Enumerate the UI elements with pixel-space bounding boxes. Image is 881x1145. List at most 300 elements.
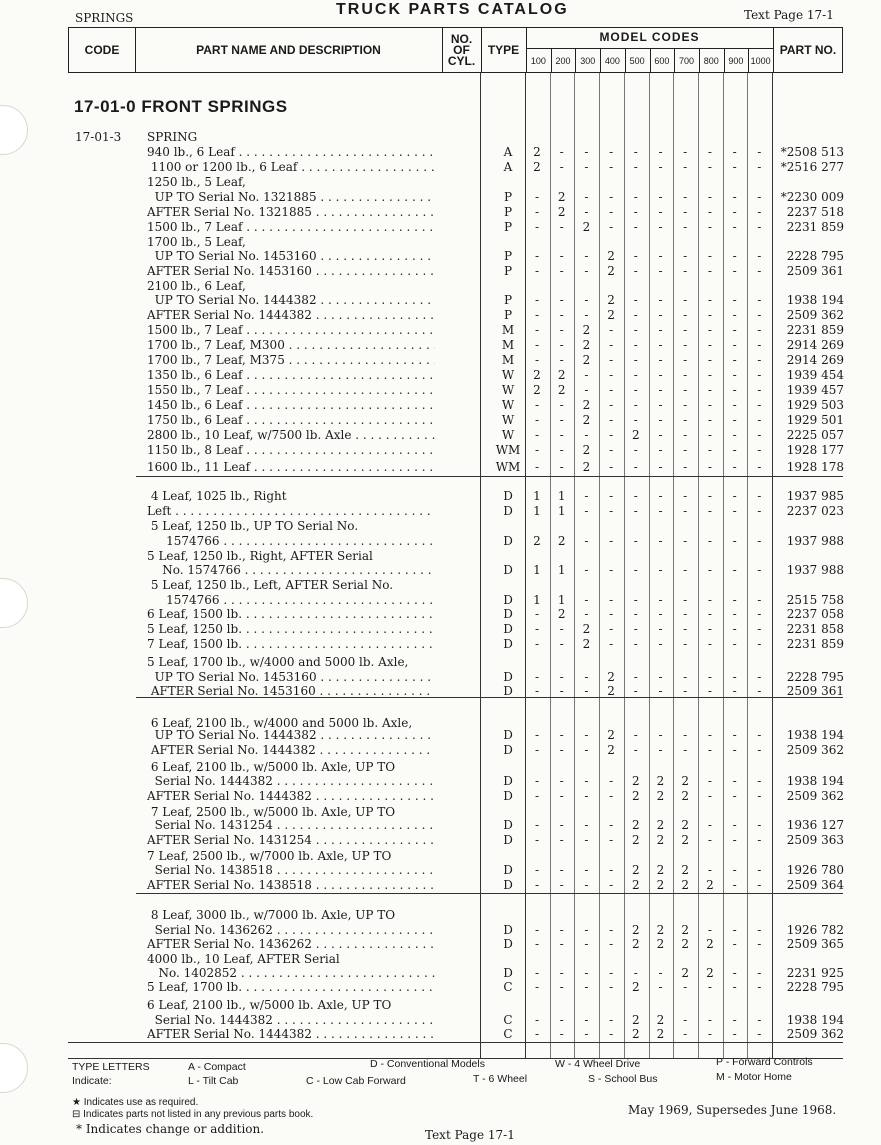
model-quantity: - [732,249,737,263]
model-quantity: - [732,818,737,832]
model-quantity: - [683,383,688,397]
model-quantity: - [707,308,712,322]
model-quantity: - [683,489,688,503]
part-description: 5 Leaf, 1250 lb., UP TO Serial No. [147,519,359,533]
model-quantity: - [584,980,589,994]
model-quantity: - [559,833,564,847]
type-letter: W [501,398,515,412]
model-quantity: - [633,607,638,621]
model-quantity: - [707,443,712,457]
type-letter: D [503,622,513,636]
model-quantity: - [658,145,663,159]
part-description: 1700 lb., 7 Leaf, M300 . . . [147,338,435,352]
part-number: 2509 362 [786,789,844,803]
model-quantity: - [757,774,762,788]
model-quantity: 2 [557,205,566,219]
model-quantity: - [559,145,564,159]
model-quantity: - [633,670,638,684]
model-quantity: - [658,368,663,382]
model-code-header: 300 [580,56,596,66]
model-quantity: - [584,368,589,382]
model-quantity: 2 [631,1013,640,1027]
legend-item: L - Tilt Cab [188,1075,239,1087]
model-quantity: - [584,383,589,397]
part-number: 1938 194 [786,293,844,307]
part-description: UP TO Serial No. 1453160 . . . [147,670,435,684]
model-quantity: 1 [533,563,541,577]
model-quantity: - [584,607,589,621]
legend-item: D - Conventional Models [370,1058,485,1070]
type-letter: D [503,593,513,607]
model-quantity: - [609,353,614,367]
part-number: 1929 503 [786,398,844,412]
model-code-header: 900 [728,56,744,66]
part-code: 17-01-3 [75,130,122,144]
model-quantity: - [757,145,762,159]
section-label: SPRINGS [75,11,134,25]
model-quantity: - [707,428,712,442]
model-quantity: 2 [631,818,640,832]
model-quantity: - [584,160,589,174]
model-quantity: - [559,670,564,684]
model-quantity: - [732,160,737,174]
model-quantity: - [707,774,712,788]
part-number: 1928 177 [786,443,844,457]
part-description: Serial No. 1444382 . . . [147,1013,435,1027]
model-quantity: - [559,622,564,636]
legend-item: W - 4 Wheel Drive [555,1058,641,1070]
model-quantity: - [757,563,762,577]
model-quantity: - [559,353,564,367]
model-quantity: - [707,160,712,174]
model-quantity: 2 [656,818,665,832]
model-quantity: - [534,863,540,877]
model-quantity: - [707,534,712,548]
model-quantity: - [707,293,712,307]
part-number: 1938 194 [786,1013,844,1027]
model-quantity: 2 [533,160,541,174]
model-quantity: - [609,338,614,352]
model-quantity: - [609,398,614,412]
model-quantity: 2 [631,774,640,788]
model-quantity: - [757,293,762,307]
part-description: 2800 lb., 10 Leaf, w/7500 lb. Axle . . . [147,428,435,442]
model-quantity: - [707,743,712,757]
model-quantity: - [658,190,663,204]
model-quantity: - [757,353,762,367]
model-quantity: - [584,563,589,577]
model-quantity: - [633,264,638,278]
type-letter: A [503,160,513,174]
model-quantity: 2 [631,923,640,937]
model-quantity: 2 [681,789,689,803]
part-description: 1700 lb., 7 Leaf, M375 . . . [147,353,435,367]
model-quantity: - [732,863,737,877]
model-quantity: 2 [656,1013,665,1027]
type-letter: D [503,966,513,980]
model-quantity: - [658,563,663,577]
type-letter: D [503,504,513,518]
part-description: AFTER Serial No. 1321885 . . . [147,205,435,219]
model-quantity: - [633,145,638,159]
model-quantity: - [658,637,663,651]
model-quantity: - [633,504,638,518]
model-quantity: - [633,684,638,698]
part-description: 940 lb., 6 Leaf . . . [147,145,435,159]
model-quantity: - [683,684,688,698]
model-quantity: - [757,670,762,684]
model-quantity: - [584,1027,589,1041]
model-quantity: 2 [681,833,689,847]
model-quantity: - [559,220,564,234]
model-quantity: - [633,398,638,412]
model-quantity: - [633,383,638,397]
part-number: 2237 058 [786,607,844,621]
part-description: AFTER Serial No. 1431254 . . . [147,833,435,847]
type-letter: P [503,190,513,204]
part-description: 1700 lb., 5 Leaf, [147,235,246,249]
model-quantity: - [683,443,688,457]
model-quantity: 2 [607,293,615,307]
model-quantity: - [534,398,540,412]
model-quantity: - [584,504,589,518]
model-quantity: - [633,190,638,204]
model-quantity: - [559,980,564,994]
model-quantity: - [559,937,564,951]
column-header [68,27,843,73]
model-quantity: - [732,443,737,457]
model-quantity: - [732,923,737,937]
model-quantity: 1 [557,489,566,503]
model-quantity: - [633,368,638,382]
model-quantity: - [757,743,762,757]
model-quantity: - [534,607,540,621]
model-quantity: - [633,966,638,980]
model-quantity: - [683,249,688,263]
model-quantity: - [534,323,540,337]
model-quantity: - [559,818,564,832]
type-letter: D [503,607,513,621]
model-quantity: - [683,264,688,278]
part-description: 1500 lb., 7 Leaf . . . [147,323,435,337]
model-quantity: - [683,413,688,427]
model-quantity: 2 [533,383,541,397]
model-quantity: - [584,937,589,951]
model-quantity: - [658,460,663,474]
model-quantity: - [683,205,688,219]
model-quantity: - [658,338,663,352]
model-quantity: - [559,1013,564,1027]
legend-label: TYPE LETTERS [72,1061,150,1073]
model-quantity: - [658,413,663,427]
part-number: 2509 365 [786,937,844,951]
legend-item: T - 6 Wheel [473,1073,528,1085]
model-quantity: 2 [557,190,566,204]
part-description: UP TO Serial No. 1444382 . . . [147,293,435,307]
model-quantity: - [707,398,712,412]
model-code-header: 800 [703,56,719,66]
model-quantity: - [609,534,614,548]
model-quantity: - [658,593,663,607]
part-number: 2914 269 [786,338,844,352]
part-number: 2231 925 [786,966,844,980]
model-quantity: - [559,460,564,474]
part-description: 1150 lb., 8 Leaf . . . [147,443,435,457]
model-quantity: - [757,607,762,621]
model-quantity: - [633,728,638,742]
type-letter: D [503,489,513,503]
model-quantity: - [707,684,712,698]
part-description: AFTER Serial No. 1436262 . . . [147,937,435,951]
model-quantity: - [707,818,712,832]
model-quantity: - [732,383,737,397]
model-quantity: 2 [681,966,689,980]
model-quantity: - [658,383,663,397]
model-quantity: - [534,1013,540,1027]
model-quantity: - [534,833,540,847]
type-letter: D [503,878,513,892]
legend-label: Indicate: [72,1075,112,1087]
model-quantity: - [559,863,564,877]
model-quantity: - [757,818,762,832]
model-quantity: - [658,353,663,367]
model-quantity: - [757,190,762,204]
type-letter: P [503,264,513,278]
model-quantity: - [534,205,540,219]
part-description: 6 Leaf, 2100 lb., w/4000 and 5000 lb. Axle, [147,716,413,730]
part-description: AFTER Serial No. 1438518 . . . [147,878,435,892]
model-quantity: - [683,980,688,994]
part-description: 1100 or 1200 lb., 6 Leaf . . . [147,160,435,174]
model-quantity: - [757,323,762,337]
model-quantity: - [534,789,540,803]
part-number: 2914 269 [786,353,844,367]
part-description: 1574766 . . . [147,593,435,607]
model-quantity: - [707,607,712,621]
model-quantity: - [559,428,564,442]
model-quantity: - [584,534,589,548]
model-quantity: 2 [631,428,640,442]
model-quantity: - [707,264,712,278]
model-quantity: - [633,205,638,219]
model-quantity: - [757,728,762,742]
part-number: 2231 858 [786,622,844,636]
part-number: 1938 194 [786,728,844,742]
model-quantity: - [732,774,737,788]
model-quantity: - [732,353,737,367]
model-quantity: - [707,833,712,847]
type-letter: D [503,743,513,757]
model-quantity: - [559,728,564,742]
type-letter: M [501,338,515,352]
model-quantity: - [609,443,614,457]
part-description: 7 Leaf, 1500 lb. . . . [147,637,435,651]
model-quantity: - [658,607,663,621]
model-quantity: - [707,789,712,803]
model-quantity: - [534,293,540,307]
model-quantity: - [658,220,663,234]
part-description: 1600 lb., 11 Leaf . . . [147,460,435,474]
model-quantity: - [707,980,712,994]
model-quantity: - [559,308,564,322]
model-quantity: - [584,878,589,892]
model-quantity: - [633,160,638,174]
model-quantity: - [757,413,762,427]
model-quantity: - [683,622,688,636]
model-quantity: - [658,293,663,307]
model-code-header: 400 [604,56,620,66]
model-quantity: - [707,190,712,204]
model-quantity: - [732,413,737,427]
part-description: 1250 lb., 5 Leaf, [147,175,246,189]
model-quantity: 1 [533,504,541,518]
part-number: 1938 194 [786,774,844,788]
model-quantity: - [559,743,564,757]
model-quantity: - [732,684,737,698]
model-quantity: - [534,338,540,352]
model-quantity: - [658,398,663,412]
model-quantity: 2 [631,980,640,994]
part-description: Serial No. 1438518 . . . [147,863,435,877]
model-quantity: 2 [631,878,640,892]
type-letter: D [503,534,513,548]
type-letter: P [503,293,513,307]
model-quantity: - [633,413,638,427]
part-number: *2508 513 [780,145,844,159]
model-quantity: 2 [582,460,591,474]
model-quantity: - [732,368,737,382]
model-quantity: - [757,1027,762,1041]
type-letter: D [503,818,513,832]
model-quantity: - [609,368,614,382]
part-description: 1350 lb., 6 Leaf . . . [147,368,435,382]
model-quantity: - [757,489,762,503]
model-quantity: - [707,1027,712,1041]
model-quantity: - [683,460,688,474]
model-quantity: - [707,622,712,636]
part-number: 2228 795 [786,249,844,263]
model-quantity: - [707,383,712,397]
model-quantity: - [609,413,614,427]
model-quantity: - [534,637,540,651]
model-quantity: 2 [656,833,665,847]
model-quantity: - [757,160,762,174]
type-letter: D [503,789,513,803]
model-quantity: - [534,413,540,427]
model-quantity: 2 [681,818,689,832]
model-quantity: - [707,220,712,234]
type-letter: D [503,774,513,788]
model-quantity: - [757,264,762,278]
model-quantity: 2 [557,383,566,397]
model-quantity: - [757,249,762,263]
part-description: 4 Leaf, 1025 lb., Right [147,489,287,503]
model-quantity: - [658,504,663,518]
part-description: 7 Leaf, 2500 lb., w/5000 lb. Axle, UP TO [147,805,396,819]
part-description: 5 Leaf, 1250 lb., Left, AFTER Serial No. [147,578,394,592]
part-number: 2231 859 [786,220,844,234]
model-code-header: 100 [530,56,546,66]
model-quantity: - [609,160,614,174]
part-description: 7 Leaf, 2500 lb., w/7000 lb. Axle, UP TO [147,849,392,863]
model-quantity: - [534,308,540,322]
model-quantity: - [683,1013,688,1027]
model-quantity: - [609,563,614,577]
model-quantity: 2 [557,534,566,548]
type-letter: W [501,368,515,382]
model-quantity: 2 [681,937,689,951]
model-quantity: - [732,145,737,159]
model-quantity: - [534,923,540,937]
model-code-header: 200 [555,56,571,66]
model-quantity: 2 [582,220,591,234]
model-quantity: - [534,220,540,234]
part-description: 4000 lb., 10 Leaf, AFTER Serial [147,952,340,966]
model-quantity: - [732,190,737,204]
model-quantity: 1 [557,504,566,518]
model-quantity: 2 [656,774,665,788]
model-quantity: - [609,489,614,503]
type-letter: D [503,684,513,698]
model-quantity: - [707,145,712,159]
model-quantity: - [559,684,564,698]
type-letter: D [503,728,513,742]
model-quantity: - [757,368,762,382]
type-letter: P [503,205,513,219]
model-quantity: - [633,460,638,474]
part-description: UP TO Serial No. 1321885 . . . [147,190,435,204]
model-quantity: - [633,308,638,322]
model-quantity: - [658,489,663,503]
model-quantity: - [732,833,737,847]
part-description: AFTER Serial No. 1444382 . . . [147,789,435,803]
model-quantity: - [732,489,737,503]
model-quantity: - [707,1013,712,1027]
legend-item: A - Compact [188,1061,246,1073]
model-quantity: - [609,323,614,337]
model-quantity: - [584,833,589,847]
part-description: AFTER Serial No. 1453160 . . . [147,264,435,278]
model-quantity: - [609,878,614,892]
model-quantity: - [683,593,688,607]
model-quantity: - [584,684,589,698]
model-quantity: - [757,966,762,980]
model-quantity: - [658,205,663,219]
legend-item: P - Forward Controls [716,1056,813,1068]
model-quantity: - [658,684,663,698]
model-quantity: - [683,428,688,442]
part-number: 2237 023 [786,504,844,518]
model-quantity: - [683,398,688,412]
part-description: 6 Leaf, 2100 lb., w/5000 lb. Axle, UP TO [147,760,396,774]
model-quantity: - [609,937,614,951]
type-letter: D [503,637,513,651]
model-quantity: - [584,923,589,937]
part-number: 1936 127 [786,818,844,832]
model-quantity: - [609,1013,614,1027]
model-quantity: - [559,264,564,278]
model-quantity: 2 [582,637,591,651]
model-quantity: - [683,670,688,684]
part-description: 8 Leaf, 3000 lb., w/7000 lb. Axle, UP TO [147,908,396,922]
model-quantity: - [683,308,688,322]
model-quantity: - [707,637,712,651]
part-number: 2228 795 [786,670,844,684]
model-quantity: - [559,398,564,412]
part-description: No. 1402852 . . . [147,966,435,980]
type-letter: C [503,980,513,994]
model-quantity: - [707,353,712,367]
